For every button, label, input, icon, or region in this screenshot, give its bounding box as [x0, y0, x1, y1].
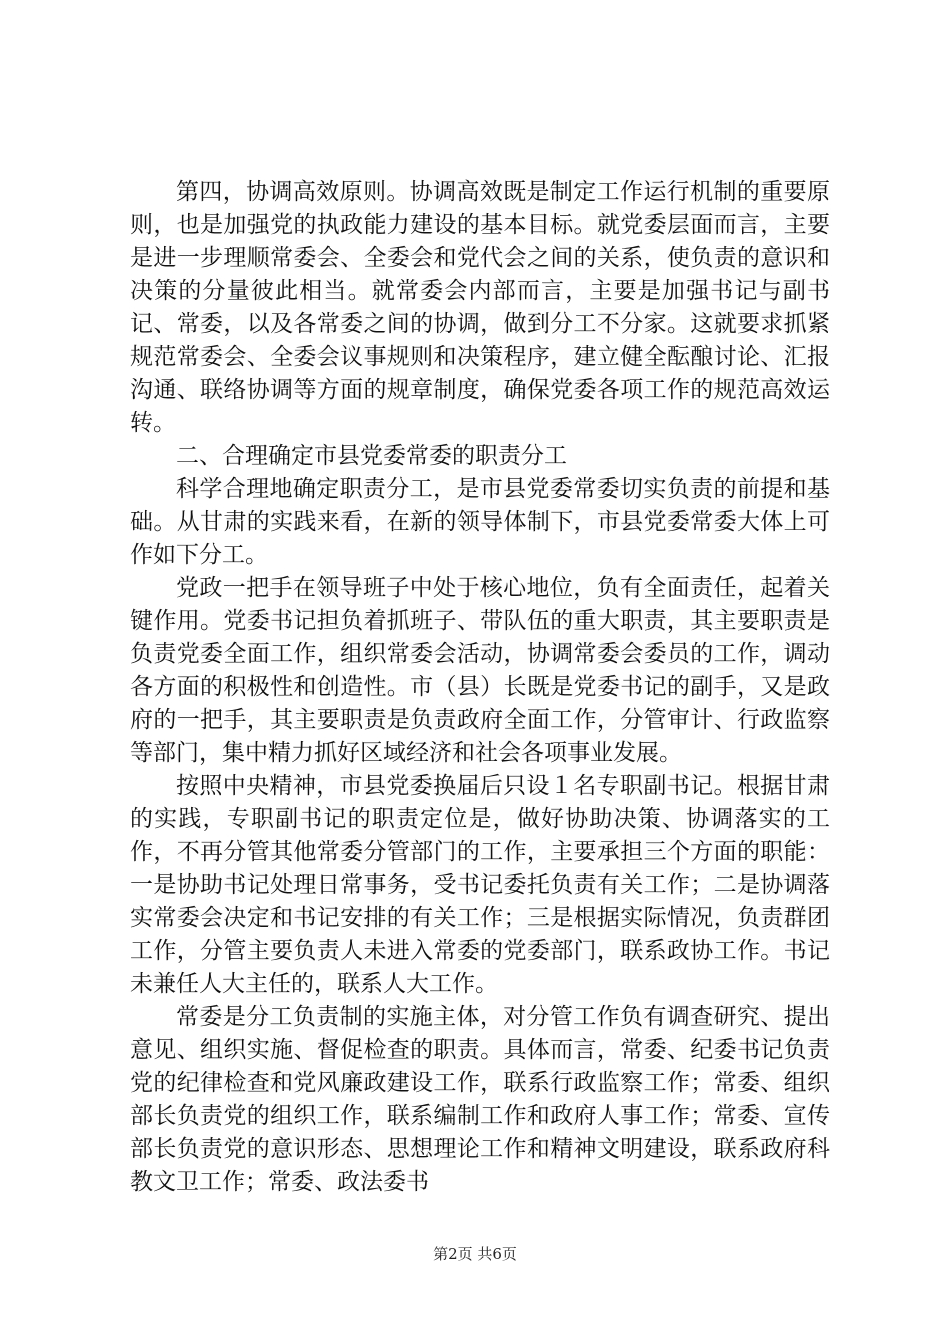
paragraph-standing-committee: 常委是分工负责制的实施主体，对分管工作负有调查研究、提出意见、组织实施、督促检查的职责。具体而言，常委、纪委书记负责党的纪律检查和党风廉政建设工作，联系行政监察工作；常委、组织部长负责党的组织工作，联系编制工作和政府人事工作；常委、宣传部长负责党的意识形态、思想理论工作和精神文明建设，联系政府科教文卫工作；常委、政法委书 — [130, 1004, 830, 1195]
page-number-footer: 第2页 共6页 — [433, 1245, 517, 1263]
paragraph-division-intro: 科学合理地确定职责分工，是市县党委常委切实负责的前提和基础。从甘肃的实践来看，在新的领导体制下，市县党委常委大体上可作如下分工。 — [130, 476, 830, 568]
document-body — [130, 176, 830, 1199]
paragraph-principle-four: 第四，协调高效原则。协调高效既是制定工作运行机制的重要原则，也是加强党的执政能力建设的基本目标。就党委层面而言，主要是进一步理顺常委会、全委会和党代会之间的关系，使负责的意识和决策的分量彼此相当。就常委会内部而言，主要是加强书记与副书记、常委，以及各常委之间的协调，做到分工不分家。这就要求抓紧规范常委会、全委会议事规则和决策程序，建立健全酝酿讨论、汇报沟通、联络协调等方面的规章制度，确保党委各项工作的规范高效运转。 — [130, 179, 830, 436]
paragraph-top-leaders: 党政一把手在领导班子中处于核心地位，负有全面责任，起着关键作用。党委书记担负着抓班子、带队伍的重大职责，其主要职责是负责党委全面工作，组织常委会活动，协调常委会委员的工作，调动各方面的积极性和创造性。市（县）长既是党委书记的副手，又是政府的一把手，其主要职责是负责政府全面工作，分管审计、行政监察等部门，集中精力抓好区域经济和社会各项事业发展。 — [130, 575, 830, 766]
paragraph-deputy-secretary: 按照中央精神，市县党委换届后只设１名专职副书记。根据甘肃的实践，专职副书记的职责定位是，做好协助决策、协调落实的工作，不再分管其他常委分管部门的工作，主要承担三个方面的职能：一是协助书记处理日常事务，受书记委托负责有关工作；二是协调落实常委会决定和书记安排的有关工作；三是根据实际情况，负责群团工作，分管主要负责人未进入常委的党委部门，联系政协工作。书记未兼任人大主任的，联系人大工作。 — [130, 773, 830, 997]
section-heading: 二、合理确定市县党委常委的职责分工 — [176, 443, 567, 469]
